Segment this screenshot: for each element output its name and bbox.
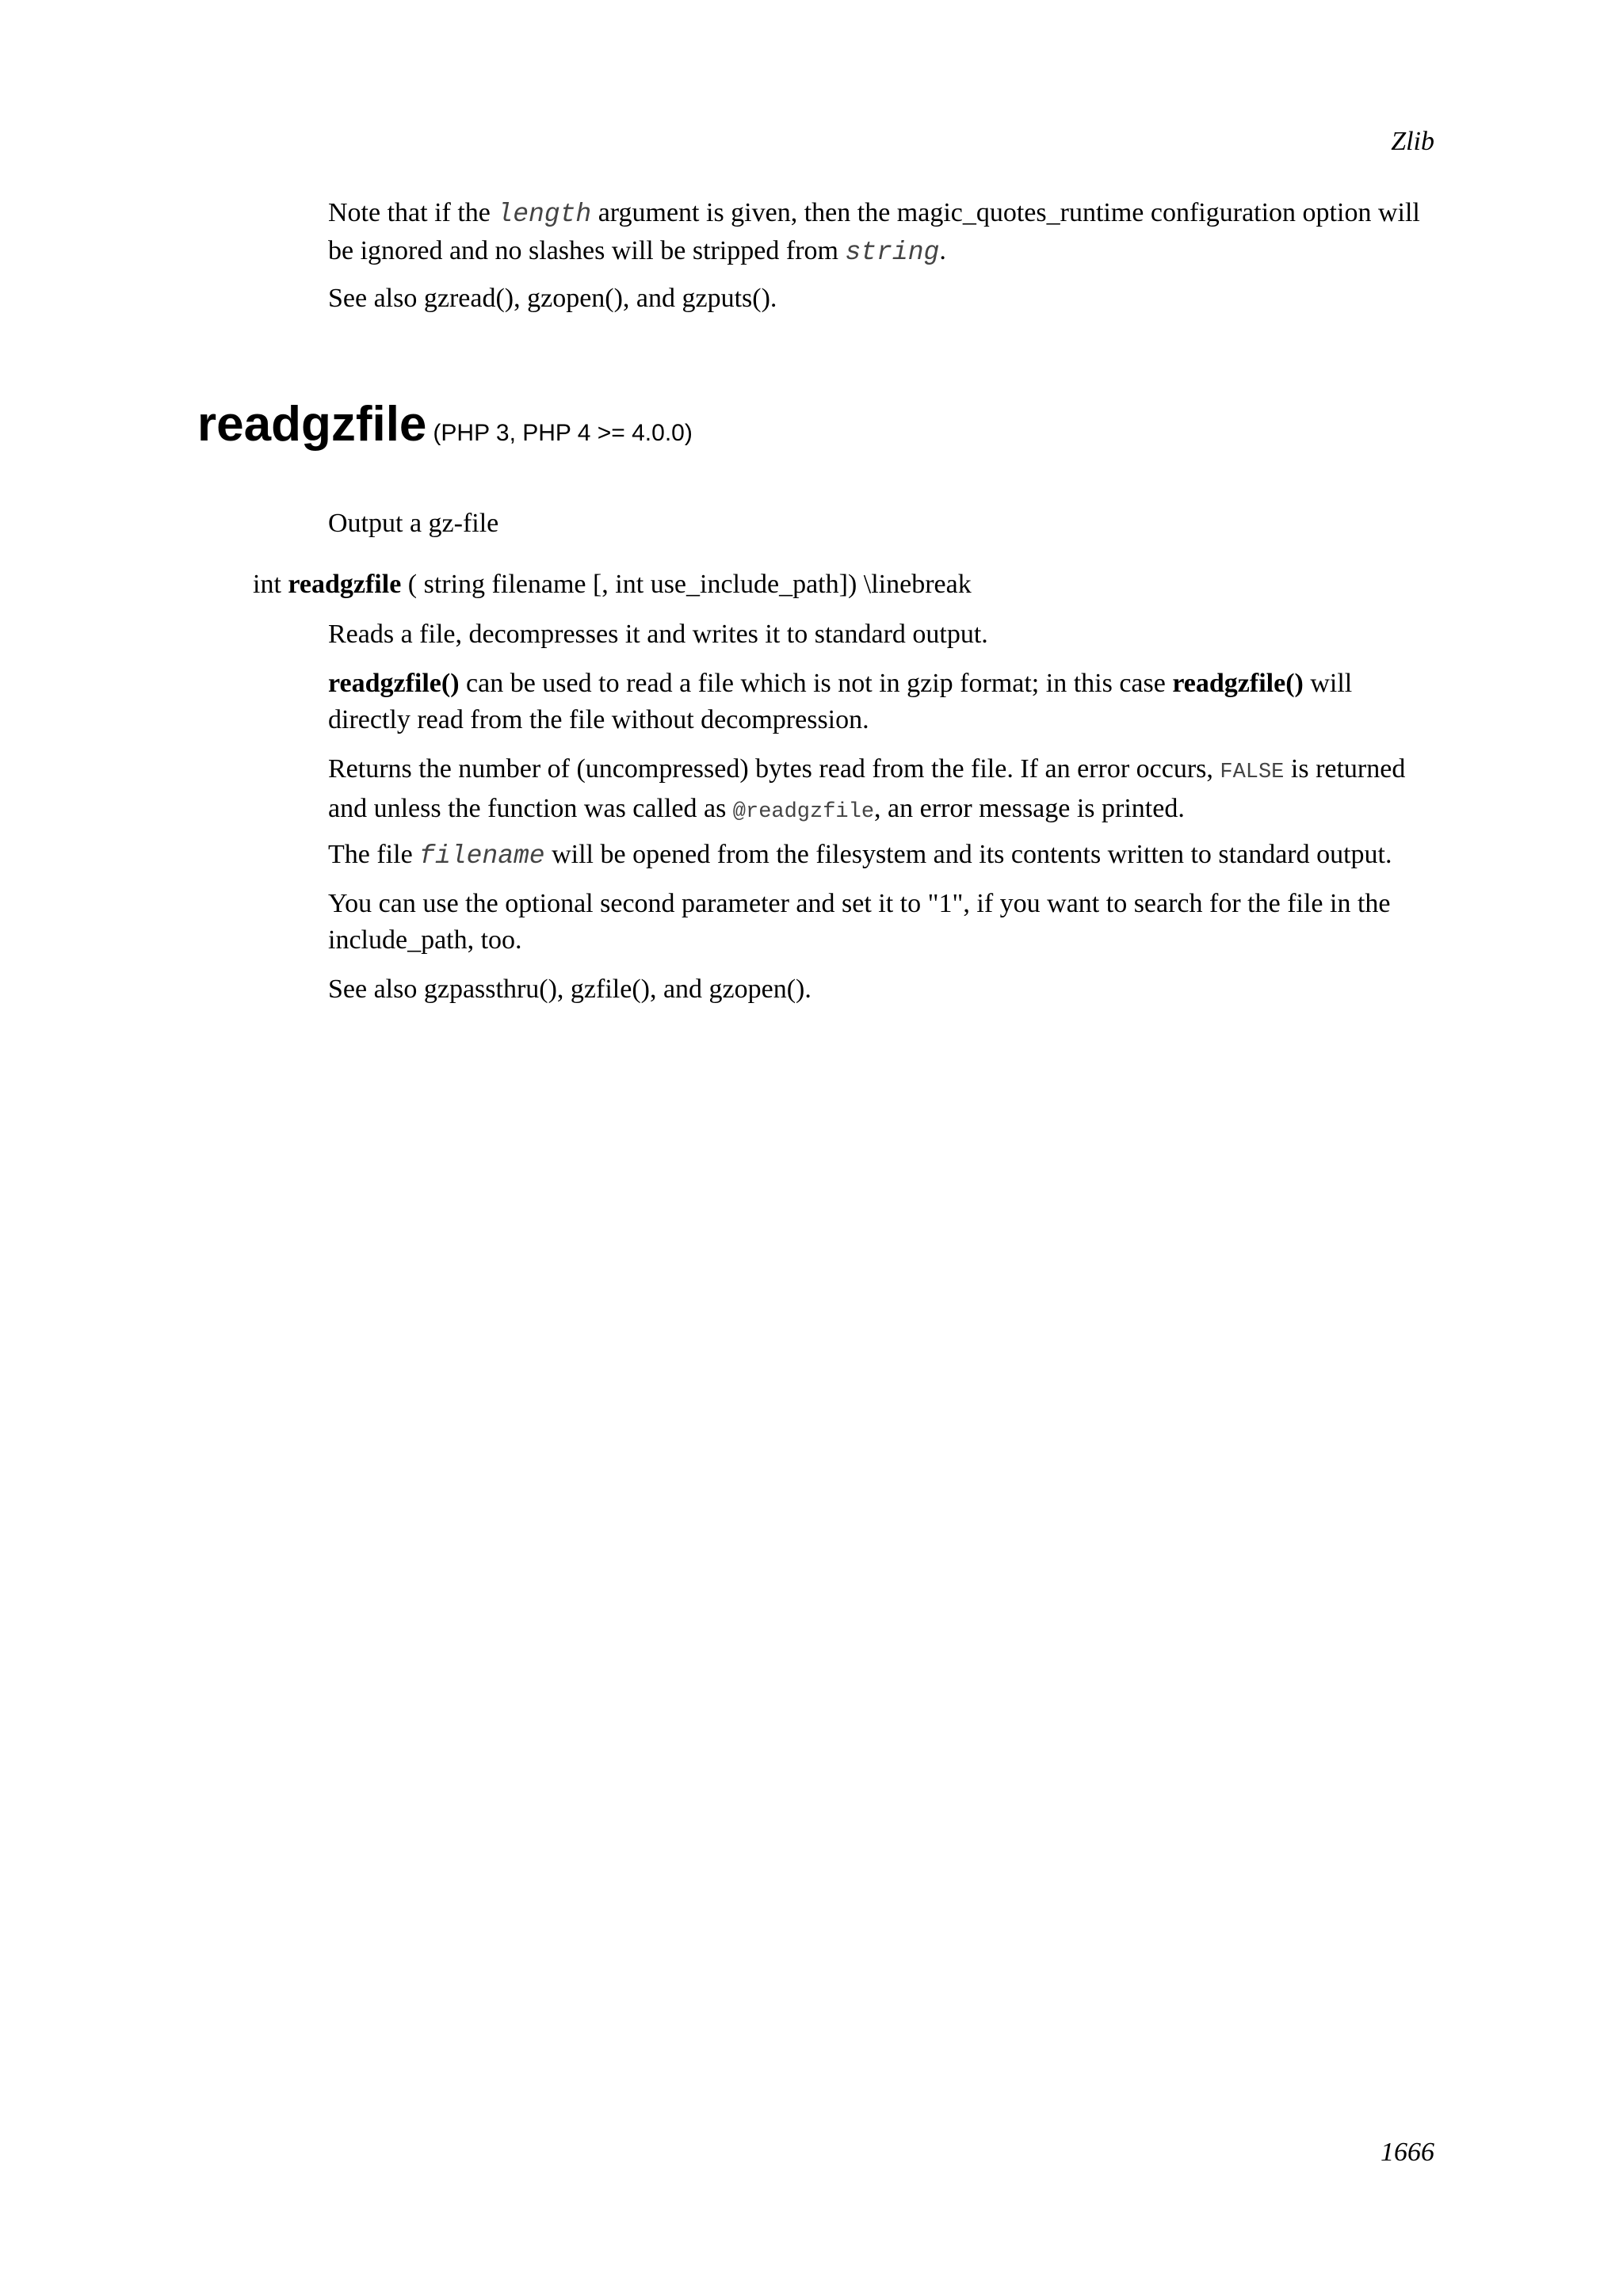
text-segment: is returned and unless the function was called as [328, 754, 1406, 823]
synopsis-function-name: readgzfile [288, 570, 402, 599]
paragraph-length-note [328, 195, 1438, 271]
synopsis-arguments: ( string filename [, int use_include_path]) \linebreak [401, 570, 972, 599]
function-version: (PHP 3, PHP 4 >= 4.0.0) [433, 420, 693, 446]
function-ref: readgzfile() [1172, 669, 1304, 698]
param-length: length [497, 200, 592, 229]
param-string: string [845, 238, 940, 267]
code-at-readgzfile: @readgzfile [732, 800, 875, 824]
description-paragraph-3 [328, 751, 1438, 830]
text-segment: , an error message is printed. [874, 794, 1185, 823]
function-synopsis [253, 566, 972, 603]
text-segment: Returns the number of (uncompressed) bytes read from the file. If an error occurs, [328, 754, 1220, 784]
description-paragraph-5: You can use the optional second parameter and set it to "1", if you want to search for the file in the include_path, too. [328, 889, 1391, 955]
text-segment: The file [328, 840, 420, 869]
description-paragraph-2 [328, 666, 1438, 738]
page-number: 1666 [1381, 2138, 1434, 2167]
text-segment: will be opened from the filesystem and its contents written to standard output. [544, 840, 1392, 869]
text-segment: will directly read from the file without decompression. [328, 669, 1353, 734]
running-header: Zlib [1391, 127, 1434, 156]
constant-false: FALSE [1220, 761, 1285, 784]
paragraph-see-also-gzpassthru: See also gzpassthru(), gzfile(), and gzopen(). [328, 974, 812, 1004]
synopsis-return-type: int [253, 570, 288, 599]
paragraph-see-also-gzread: See also gzread(), gzopen(), and gzputs(). [328, 284, 777, 313]
text-segment: can be used to read a file which is not in gzip format; in this case [459, 669, 1173, 698]
description-paragraph-4 [328, 837, 1438, 875]
function-name: readgzfile [197, 397, 427, 452]
function-heading [197, 396, 693, 452]
text-segment: Note that if the [328, 198, 498, 227]
text-segment: argument is given, then the magic_quotes_runtime configuration option will be ignored and no slashes will be stripped from [328, 198, 1420, 265]
function-purpose: Output a gz-file [328, 509, 499, 538]
description-paragraph-1: Reads a file, decompresses it and writes it to standard output. [328, 620, 988, 649]
text-segment: . [939, 236, 946, 265]
param-filename: filename [419, 841, 545, 871]
function-ref: readgzfile() [328, 669, 460, 698]
